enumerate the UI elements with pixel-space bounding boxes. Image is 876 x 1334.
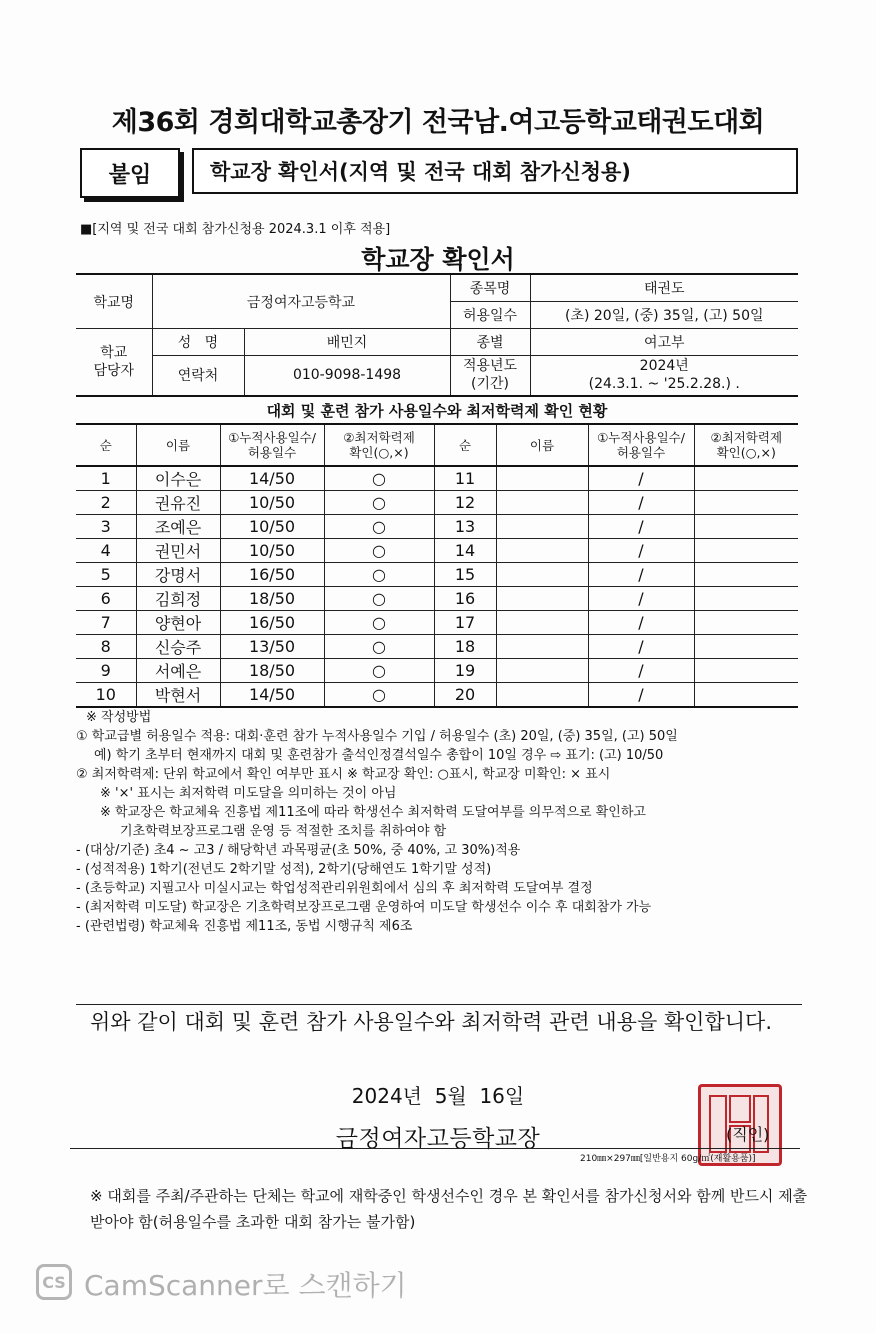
document-date: 2024년 5월 16일 — [351, 1084, 525, 1108]
cell-min: ○ — [324, 515, 434, 539]
cell-no2: 13 — [434, 515, 496, 539]
cell-days: 10/50 — [220, 539, 324, 563]
cell-days: 16/50 — [220, 611, 324, 635]
status-title: 대회 및 훈련 참가 사용일수와 최저학력제 확인 현황 — [266, 402, 608, 420]
cell-min: ○ — [324, 587, 434, 611]
cell-min2 — [694, 587, 798, 611]
cell-name: 양현아 — [136, 611, 220, 635]
period-value: (24.3.1. ~ '25.2.28.) . — [588, 376, 740, 393]
instruction-line: 기초학력보장프로그램 운영 등 적절한 조치를 취하여야 함 — [120, 824, 447, 839]
table-row — [76, 587, 798, 611]
footer-note: ※ 대회를 주최/주관하는 단체는 학교에 재학중인 학생선수인 경우 본 확인서를 참가신청서와 함께 반드시 제출받아야 함(허용일수를 초과한 대회 참가는 불가함) — [90, 1187, 808, 1231]
allowed-days-value: (초) 20일, (중) 35일, (고) 50일 — [530, 302, 798, 329]
cell-name: 김희정 — [136, 587, 220, 611]
header-days-2: ①누적사용일수/ 허용일수 — [588, 424, 694, 466]
header-name: 이름 — [136, 424, 220, 466]
apply-note: ■[지역 및 전국 대회 참가신청용 2024.3.1 이후 적용] — [80, 222, 391, 237]
cell-min2 — [694, 491, 798, 515]
header-no: 순 — [76, 424, 136, 466]
cell-days2: / — [588, 611, 694, 635]
contact-value: 010-9098-1498 — [244, 356, 450, 396]
notes-heading: ※ 작성방법 — [86, 710, 152, 725]
cell-name: 강명서 — [136, 563, 220, 587]
header-name-2: 이름 — [496, 424, 588, 466]
cell-days2: / — [588, 635, 694, 659]
cell-min2 — [694, 683, 798, 708]
cell-name: 박현서 — [136, 683, 220, 708]
instruction-line: ※ '×' 표시는 최저학력 미도달을 의미하는 것이 아님 — [100, 786, 397, 801]
cell-no2: 18 — [434, 635, 496, 659]
cell-name2 — [496, 611, 588, 635]
instruction-line: ② 최저학력제: 단위 학교에서 확인 여부만 표시 ※ 학교장 확인: ○표시, 학교장 미확인: × 표시 — [76, 767, 611, 782]
cell-name2 — [496, 683, 588, 708]
school-name-label: 학교명 — [76, 274, 152, 329]
cell-min2 — [694, 635, 798, 659]
instruction-line: ※ 학교장은 학교체육 진흥법 제11조에 따라 학생선수 최저학력 도달여부를 의무적으로 확인하고 — [100, 805, 646, 820]
manager-name-value: 배민지 — [244, 329, 450, 356]
cell-days2: / — [588, 491, 694, 515]
header-min-2: ②최저학력제 확인(○,×) — [694, 424, 798, 466]
cell-no: 10 — [76, 683, 136, 708]
cell-days2: / — [588, 466, 694, 491]
cell-name2 — [496, 587, 588, 611]
cell-min: ○ — [324, 611, 434, 635]
cell-no: 9 — [76, 659, 136, 683]
table-row — [76, 515, 798, 539]
table-row — [76, 539, 798, 563]
cell-days: 10/50 — [220, 491, 324, 515]
header-min: ②최저학력제 확인(○,×) — [324, 424, 434, 466]
cell-name: 조예은 — [136, 515, 220, 539]
cell-name2 — [496, 466, 588, 491]
event-value: 태권도 — [530, 274, 798, 302]
divider — [76, 1004, 802, 1005]
instruction-line: 예) 학기 초부터 현재까지 대회 및 훈련참가 출석인정결석일수 총합이 10일 경우 ⇨ 표기: (고) 10/50 — [94, 748, 664, 763]
manager-label: 학교 담당자 — [76, 329, 152, 396]
cell-days: 18/50 — [220, 587, 324, 611]
table-row — [76, 563, 798, 587]
divider — [70, 1148, 800, 1149]
table-row — [76, 491, 798, 515]
table-row — [76, 611, 798, 635]
contact-label: 연락처 — [152, 356, 244, 396]
writing-instructions — [76, 708, 802, 936]
manager-name-label: 성 명 — [152, 329, 244, 356]
cell-min: ○ — [324, 539, 434, 563]
header-no-2: 순 — [434, 424, 496, 466]
cell-name2 — [496, 659, 588, 683]
cell-name: 이수은 — [136, 466, 220, 491]
year-label: 적용년도 (기간) — [450, 356, 530, 396]
school-info-table — [76, 273, 798, 397]
table-row — [76, 635, 798, 659]
cell-min: ○ — [324, 466, 434, 491]
attachment-label: 붙임 — [80, 148, 180, 198]
principal-name: 금정여자고등학교장 — [335, 1126, 541, 1152]
cell-days: 10/50 — [220, 515, 324, 539]
cell-days: 14/50 — [220, 466, 324, 491]
cell-name: 신승주 — [136, 635, 220, 659]
cell-name2 — [496, 539, 588, 563]
cell-min: ○ — [324, 683, 434, 708]
cell-no2: 19 — [434, 659, 496, 683]
event-label: 종목명 — [450, 274, 530, 302]
cell-no2: 16 — [434, 587, 496, 611]
cell-no2: 11 — [434, 466, 496, 491]
cell-name2 — [496, 635, 588, 659]
cell-no2: 12 — [434, 491, 496, 515]
table-row — [76, 683, 798, 708]
cell-days: 16/50 — [220, 563, 324, 587]
school-name-value: 금정여자고등학교 — [152, 274, 450, 329]
header-days: ①누적사용일수/ 허용일수 — [220, 424, 324, 466]
year-value: 2024년 — [639, 358, 689, 375]
instruction-line: - (성적적용) 1학기(전년도 2학기말 성적), 2학기(당해연도 1학기말 성적) — [76, 862, 492, 877]
cell-min2 — [694, 466, 798, 491]
cell-days2: / — [588, 515, 694, 539]
cell-min: ○ — [324, 491, 434, 515]
cell-min2 — [694, 515, 798, 539]
instruction-line: - (초등학교) 지필고사 미실시교는 학업성적관리위원회에서 심의 후 최저학력 도달여부 결정 — [76, 881, 593, 896]
cell-days: 18/50 — [220, 659, 324, 683]
cell-min: ○ — [324, 659, 434, 683]
cell-no2: 20 — [434, 683, 496, 708]
seal-label: (직인) — [726, 1125, 770, 1144]
cell-min2 — [694, 563, 798, 587]
cell-days2: / — [588, 563, 694, 587]
cell-no: 1 — [76, 466, 136, 491]
document-title: 제36회 경희대학교총장기 전국남.여고등학교태권도대회 — [111, 107, 765, 138]
cell-no2: 14 — [434, 539, 496, 563]
camscanner-icon: CS — [36, 1264, 72, 1300]
gender-label: 종별 — [450, 329, 530, 356]
year-cell — [530, 356, 798, 396]
gender-value: 여고부 — [530, 329, 798, 356]
cell-no: 4 — [76, 539, 136, 563]
cell-name2 — [496, 563, 588, 587]
cell-min: ○ — [324, 635, 434, 659]
cell-no: 3 — [76, 515, 136, 539]
allowed-days-label: 허용일수 — [450, 302, 530, 329]
cell-days2: / — [588, 587, 694, 611]
cell-min: ○ — [324, 563, 434, 587]
table-row — [76, 466, 798, 491]
cell-days: 14/50 — [220, 683, 324, 708]
cell-min2 — [694, 539, 798, 563]
cell-name: 권유진 — [136, 491, 220, 515]
cell-days2: / — [588, 659, 694, 683]
instruction-line: ① 학교급별 허용일수 적용: 대회·훈련 참가 누적사용일수 기입 / 허용일수 (초) 20일, (중) 35일, (고) 50일 — [76, 729, 678, 744]
athlete-status-table — [76, 423, 798, 708]
cell-name2 — [496, 491, 588, 515]
document-subtitle: 학교장 확인서(지역 및 전국 대회 참가신청용) — [192, 148, 798, 194]
instruction-line: - (관련법령) 학교체육 진흥법 제11조, 동법 시행규칙 제6조 — [76, 919, 413, 934]
cell-no: 6 — [76, 587, 136, 611]
paper-size-note: 210㎜×297㎜[일반용지 60g/㎡(재활용품)] — [580, 1154, 756, 1164]
cell-no2: 17 — [434, 611, 496, 635]
cell-min2 — [694, 611, 798, 635]
confirmation-text: 위와 같이 대회 및 훈련 참가 사용일수와 최저학력 관련 내용을 확인합니다. — [90, 1010, 773, 1034]
form-title: 학교장 확인서 — [361, 245, 515, 274]
cell-name: 권민서 — [136, 539, 220, 563]
instruction-line: - (최저학력 미도달) 학교장은 기초학력보장프로그램 운영하여 미도달 학생선수 이수 후 대회참가 가능 — [76, 900, 652, 915]
instruction-line: - (대상/기준) 초4 ~ 고3 / 해당학년 과목평균(초 50%, 중 40%, 고 30%)적용 — [76, 843, 521, 858]
cell-days2: / — [588, 539, 694, 563]
cell-name2 — [496, 515, 588, 539]
cell-no: 8 — [76, 635, 136, 659]
cell-days2: / — [588, 683, 694, 708]
cell-name: 서예은 — [136, 659, 220, 683]
cell-days: 13/50 — [220, 635, 324, 659]
cell-no: 2 — [76, 491, 136, 515]
cell-no: 7 — [76, 611, 136, 635]
cell-no: 5 — [76, 563, 136, 587]
cell-min2 — [694, 659, 798, 683]
camscanner-watermark: CamScanner로 스캔하기 — [84, 1269, 407, 1302]
table-row — [76, 659, 798, 683]
cell-no2: 15 — [434, 563, 496, 587]
